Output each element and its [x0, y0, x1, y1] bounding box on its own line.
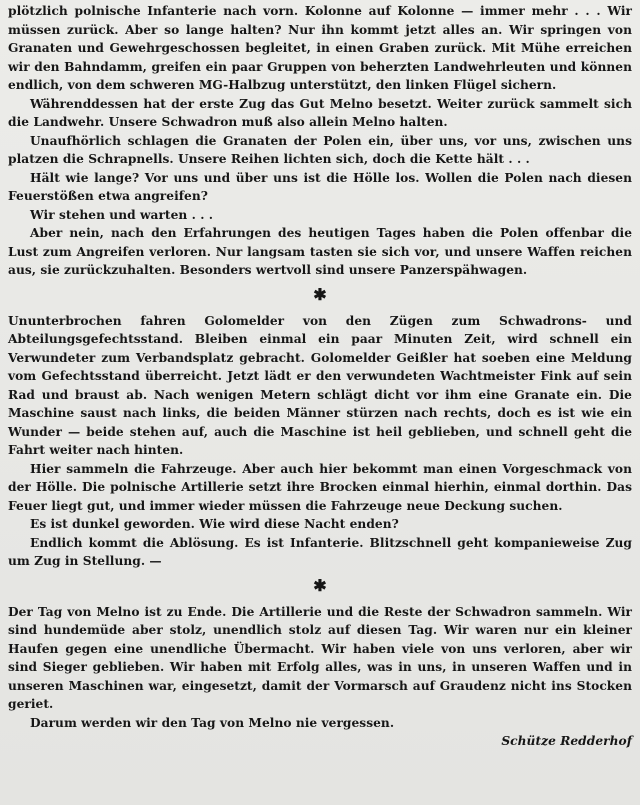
section-3: [8, 603, 632, 751]
paragraph: Unaufhörlich schlagen die Granaten der Polen ein, über uns, vor uns, zwischen uns platzen die Schrapnells. Unsere Reihen lichten sich, doch die Kette hält . . .: [8, 133, 632, 166]
author-signature: Schütze Redderhof: [501, 734, 632, 748]
section-1: [8, 2, 632, 280]
section-divider-star: ✱: [313, 575, 327, 595]
paragraph: Aber nein, nach den Erfahrungen des heutigen Tages haben die Polen offenbar die Lust zum Angreifen verloren. Nur langsam tasten sie sich vor, und unsere Waffen reichen aus, sie zurückzuhalten. Besonders wertvoll sind unsere Panzerspähwagen.: [8, 226, 632, 277]
paragraph: plötzlich polnische Infanterie nach vorn. Kolonne auf Kolonne — immer mehr . . . Wir müssen zurück. Aber so lange halten? Nur ihn kommt jetzt alles an. Wir springen von Granaten und Gewehrgeschossen begleitet, in einen Graben zurück. Mit Mühe erreichen wir den Bahndamm, greifen ein paar Gruppen von beherzten Landwehrleuten und können endlich, von dem schweren MG-Halbzug unterstützt, den linken Flügel sichern.: [8, 4, 632, 92]
paragraph: Es ist dunkel geworden. Wie wird diese Nacht enden?: [30, 517, 399, 531]
section-divider-star: ✱: [313, 284, 327, 304]
section-2: [8, 312, 632, 571]
paragraph: Hier sammeln die Fahrzeuge. Aber auch hier bekommt man einen Vorgeschmack von der Hölle. Die polnische Artillerie setzt ihre Brocken einmal hierhin, einmal dorthin. Das Feuer liegt gut, und immer wieder müssen die Fahrzeuge neue Deckung suchen.: [8, 461, 632, 513]
paragraph: Wir stehen und warten . . .: [30, 207, 214, 222]
paragraph: Endlich kommt die Ablösung. Es ist Infanterie. Blitzschnell geht kompanieweise Zug um Zug in Stellung. —: [8, 535, 632, 568]
paragraph: Hält wie lange? Vor uns und über uns ist die Hölle los. Wollen die Polen nach diesen Feuerstößen etwa angreifen?: [8, 170, 632, 203]
paragraph: Der Tag von Melno ist zu Ende. Die Artillerie und die Reste der Schwadron sammeln. Wir sind hundemüde aber stolz, unendlich stolz auf diesen Tag. Wir waren nur ein kleiner Haufen gegen eine unendliche Übermacht. Wir haben viele von uns verloren, aber wir sind Sieger geblieben. Wir haben mit Erfolg alles, was in uns, in unseren Waffen und in unseren Maschinen war, eingesetzt, damit der Vormarsch auf Graudenz nicht ins Stocken geriet.: [8, 604, 632, 711]
paragraph: Ununterbrochen fahren Golomelder von den Zügen zum Schwadrons- und Abteilungsgefechtsstand. Bleiben einmal ein paar Minuten Zeit, wird schnell ein Verwundeter zum Verbandsplatz gebracht. Golomelder Geißler hat soeben eine Meldung vom Gefechtsstand überreicht. Jetzt lädt er den verwundeten Wachtmeister Fink auf sein Rad und braust ab. Nach wenigen Metern schlägt dicht vor ihm eine Granate ein. Die Maschine saust nach links, die beiden Männer stürzen nach rechts, doch es ist wie ein Wunder — beide stehen auf, auch die Maschine ist heil geblieben, und schnell geht die Fahrt weiter nach hinten.: [8, 313, 632, 457]
paragraph: Darum werden wir den Tag von Melno nie vergessen.: [30, 715, 395, 730]
paragraph: Währenddessen hat der erste Zug das Gut Melno besetzt. Weiter zurück sammelt sich die Landwehr. Unsere Schwadron muß also allein Melno halten.: [8, 96, 632, 129]
